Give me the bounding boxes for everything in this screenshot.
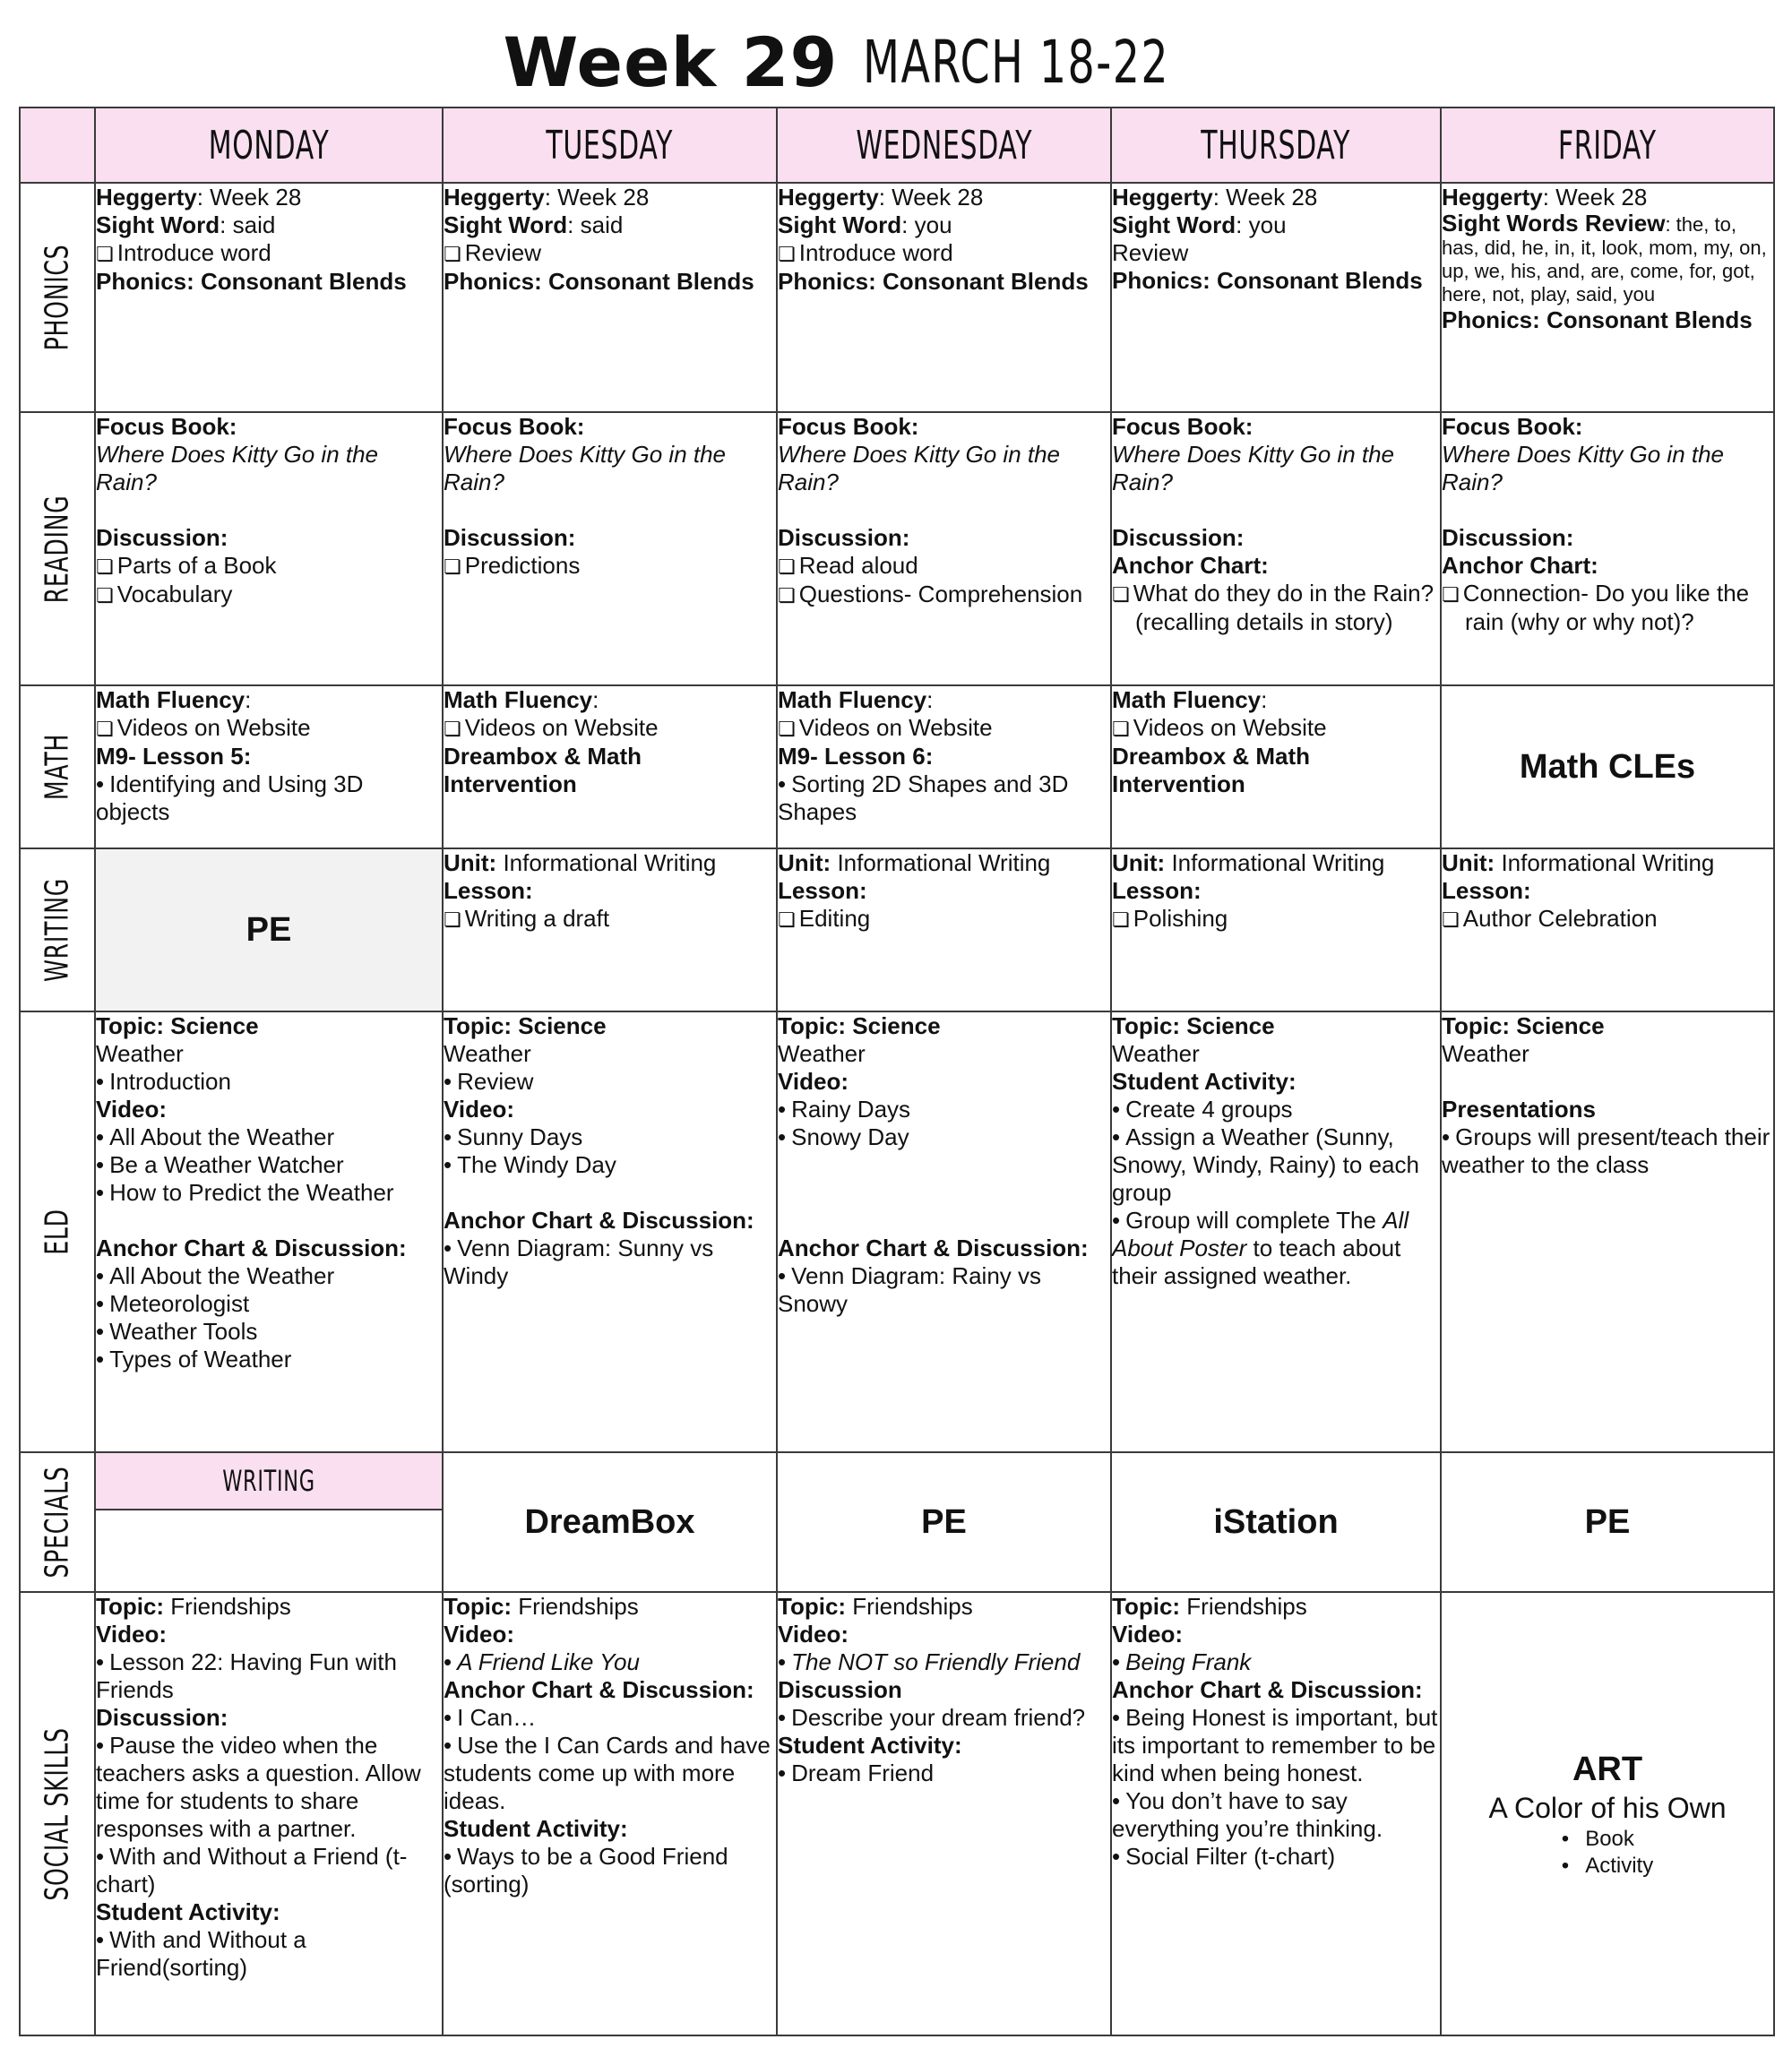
weekly-planner-table bbox=[19, 107, 1775, 2036]
header-wednesday: WEDNESDAY bbox=[777, 108, 1111, 183]
page-title bbox=[0, 18, 1792, 108]
header-friday: FRIDAY bbox=[1441, 108, 1774, 183]
specials-monday bbox=[95, 1452, 443, 1592]
social-wednesday: Topic: Friendships Video: • The NOT so Friendly Friend Discussion • Describe your dream friend? Student Activity: • Dream Friend bbox=[777, 1592, 1111, 2035]
reading-monday: Focus Book: Where Does Kitty Go in the Rain? Discussion: ❏ Parts of a Book ❏ Vocabulary bbox=[95, 412, 443, 685]
specials-wednesday: PE bbox=[777, 1452, 1111, 1592]
social-tuesday: Topic: Friendships Video: • A Friend Like You Anchor Chart & Discussion: • I Can… • Use the I Can Cards and have students come up with more ideas. Student Activity: • Ways to be a Good Friend (sorting) bbox=[443, 1592, 777, 2035]
row-reading bbox=[20, 412, 1774, 685]
header-thursday: THURSDAY bbox=[1111, 108, 1441, 183]
phonics-wednesday: Heggerty: Week 28 Sight Word: you ❏ Introduce word Phonics: Consonant Blends bbox=[777, 183, 1111, 412]
row-label-writing: WRITING bbox=[20, 848, 95, 1011]
row-label-eld: ELD bbox=[20, 1011, 95, 1452]
date-range: MARCH 18-22 bbox=[863, 28, 1170, 97]
reading-tuesday: Focus Book: Where Does Kitty Go in the Rain? Discussion: ❏ Predictions bbox=[443, 412, 777, 685]
specials-monday-label: WRITING bbox=[96, 1453, 442, 1510]
art-list bbox=[1562, 1826, 1653, 1880]
header-row bbox=[20, 108, 1774, 183]
social-friday bbox=[1441, 1592, 1774, 2035]
row-specials bbox=[20, 1452, 1774, 1592]
row-label-math: MATH bbox=[20, 685, 95, 848]
header-tuesday: TUESDAY bbox=[443, 108, 777, 183]
phonics-thursday: Heggerty: Week 28 Sight Word: you Review Phonics: Consonant Blends bbox=[1111, 183, 1441, 412]
row-label-social-skills: SOCIAL SKILLS bbox=[20, 1592, 95, 2035]
row-label-specials: SPECIALS bbox=[20, 1452, 95, 1592]
writing-friday: Unit: Informational Writing Lesson: ❏ Author Celebration bbox=[1441, 848, 1774, 1011]
reading-wednesday: Focus Book: Where Does Kitty Go in the Rain? Discussion: ❏ Read aloud ❏ Questions- Comprehension bbox=[777, 412, 1111, 685]
math-wednesday: Math Fluency: ❏ Videos on Website M9- Lesson 6: • Sorting 2D Shapes and 3D Shapes bbox=[777, 685, 1111, 848]
eld-tuesday: Topic: Science Weather • Review Video: • Sunny Days • The Windy Day Anchor Chart & Discussion: • Venn Diagram: Sunny vs Windy bbox=[443, 1011, 777, 1452]
reading-thursday: Focus Book: Where Does Kitty Go in the Rain? Discussion: Anchor Chart: ❏ What do they do in the Rain? (recalling details in story) bbox=[1111, 412, 1441, 685]
art-item-book: • Book bbox=[1562, 1826, 1653, 1853]
art-title: ART bbox=[1572, 1750, 1643, 1788]
row-label-reading: READING bbox=[20, 412, 95, 685]
row-label-phonics: PHONICS bbox=[20, 183, 95, 412]
writing-thursday: Unit: Informational Writing Lesson: ❏ Polishing bbox=[1111, 848, 1441, 1011]
row-eld bbox=[20, 1011, 1774, 1452]
row-writing bbox=[20, 848, 1774, 1011]
writing-wednesday: Unit: Informational Writing Lesson: ❏ Editing bbox=[777, 848, 1111, 1011]
math-monday: Math Fluency: ❏ Videos on Website M9- Lesson 5: • Identifying and Using 3D objects bbox=[95, 685, 443, 848]
math-friday: Math CLEs bbox=[1441, 685, 1774, 848]
eld-thursday: Topic: Science Weather Student Activity: • Create 4 groups • Assign a Weather (Sunny, Snowy, Windy, Rainy) to each group • Group will complete The All About Poster to teach about their assigned weather. bbox=[1111, 1011, 1441, 1452]
header-monday: MONDAY bbox=[95, 108, 443, 183]
writing-monday: PE bbox=[95, 848, 443, 1011]
math-thursday: Math Fluency: ❏ Videos on Website Dreambox & Math Intervention bbox=[1111, 685, 1441, 848]
week-label: Week 29 bbox=[503, 22, 839, 102]
writing-tuesday: Unit: Informational Writing Lesson: ❏ Writing a draft bbox=[443, 848, 777, 1011]
reading-friday: Focus Book: Where Does Kitty Go in the Rain? Discussion: Anchor Chart: ❏ Connection- Do you like the rain (why or why not)? bbox=[1441, 412, 1774, 685]
math-tuesday: Math Fluency: ❏ Videos on Website Dreambox & Math Intervention bbox=[443, 685, 777, 848]
eld-monday: Topic: Science Weather • Introduction Video: • All About the Weather • Be a Weather Watcher • How to Predict the Weather Anchor Chart & Discussion: • All About the Weather • Meteorologist • Weather Tools • Types of Weather bbox=[95, 1011, 443, 1452]
header-corner bbox=[20, 108, 95, 183]
phonics-tuesday: Heggerty: Week 28 Sight Word: said ❏ Review Phonics: Consonant Blends bbox=[443, 183, 777, 412]
social-monday: Topic: Friendships Video: • Lesson 22: Having Fun with Friends Discussion: • Pause the video when the teachers asks a question. Allow time for students to share responses with a partner. • With and Without a Friend (t-chart) Student Activity: • With and Without a Friend(sorting) bbox=[95, 1592, 443, 2035]
row-social-skills bbox=[20, 1592, 1774, 2035]
row-phonics bbox=[20, 183, 1774, 412]
phonics-friday: Heggerty: Week 28 Sight Words Review: the, to, has, did, he, in, it, look, mom, my, on, up, we, his, and, are, come, for, got, here, not, play, said, you Phonics: Consonant Blends bbox=[1441, 183, 1774, 412]
social-thursday: Topic: Friendships Video: • Being Frank Anchor Chart & Discussion: • Being Honest is important, but its important to remember to be kind when being honest. • You don’t have to say everything you’re thinking. • Social Filter (t-chart) bbox=[1111, 1592, 1441, 2035]
specials-thursday: iStation bbox=[1111, 1452, 1441, 1592]
eld-friday: Topic: Science Weather Presentations • Groups will present/teach their weather to the class bbox=[1441, 1011, 1774, 1452]
art-item-activity: • Activity bbox=[1562, 1853, 1653, 1880]
specials-friday: PE bbox=[1441, 1452, 1774, 1592]
specials-tuesday: DreamBox bbox=[443, 1452, 777, 1592]
eld-wednesday: Topic: Science Weather Video: • Rainy Days • Snowy Day Anchor Chart & Discussion: • Venn Diagram: Rainy vs Snowy bbox=[777, 1011, 1111, 1452]
art-subtitle: A Color of his Own bbox=[1488, 1791, 1727, 1824]
phonics-monday: Heggerty: Week 28 Sight Word: said ❏ Introduce word Phonics: Consonant Blends bbox=[95, 183, 443, 412]
row-math bbox=[20, 685, 1774, 848]
